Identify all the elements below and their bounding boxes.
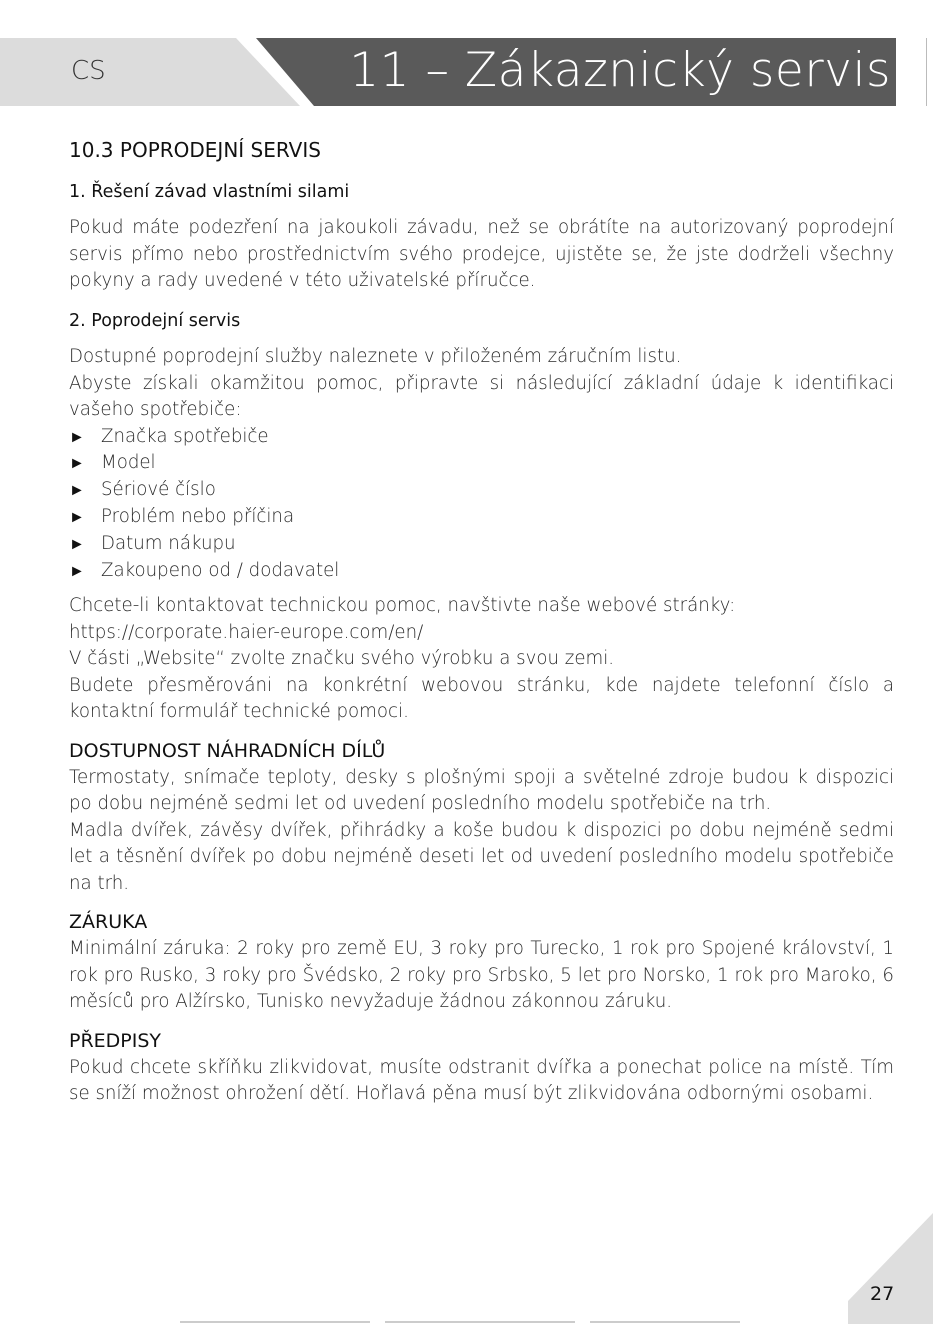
footer-rule [180,1321,740,1323]
triangle-right-icon: ► [69,560,85,580]
identification-list [69,424,894,585]
language-code: CS [71,56,106,86]
header-divider [926,38,927,106]
regulations-text: Pokud chcete skříňku zlikvidovat, musíte odstranit dvířka a ponechat police na místě. Tím se sníží možnost ohrožení dětí. Hořlavá pěna musí být zlikvidována odbornými osobami. [69,1056,894,1105]
triangle-right-icon: ► [69,507,85,527]
page-corner-decoration [848,1213,933,1324]
support-url-link[interactable]: https://corporate.haier-europe.com/en/ [69,621,424,643]
list-item: ► Značka spotřebiče [69,424,894,451]
after-sales-line-2: Abyste získali okamžitou pomoc, připravte si následující základní údaje k identifikaci vašeho spotřebiče: [69,372,894,420]
self-repair-heading: 1. Řešení závad vlastními silami [69,181,350,202]
triangle-right-icon: ► [69,480,85,500]
after-sales-line-1: Dostupné poprodejní služby naleznete v přiloženém záručním listu. [69,346,682,367]
website-instruction: V části „Website“ zvolte značku svého výrobku a svou zemi. [69,648,615,670]
spare-parts-heading: DOSTUPNOST NÁHRADNÍCH DÍLŮ [69,739,386,762]
list-item: ► Model [69,450,894,477]
triangle-right-icon: ► [69,426,85,446]
page-number: 27 [870,1283,895,1305]
list-item: ► Datum nákupu [69,531,894,558]
list-item: ► Sériové číslo [69,477,894,504]
language-tab [0,38,300,106]
triangle-right-icon: ► [69,453,85,473]
spare-parts-text-2: Madla dvířek, závěsy dvířek, přihrádky a koše budou k dispozici po dobu nejméně sedmi let a těsnění dvířek po dobu nejméně deseti let od uvedení posledního modelu spotřebiče na trh. [69,819,894,894]
chapter-title: 11 – Zákaznický servis [349,43,891,98]
spare-parts-text-1: Termostaty, snímače teploty, desky s plošnými spoji a světelné zdroje budou k dispozici po dobu nejméně sedmi let od uvedení posledního modelu spotřebiče na trh. [69,766,894,815]
contact-text: Chcete-li kontaktovat technickou pomoc, navštivte naše webové stránky: [69,595,736,617]
after-sales-heading: 2. Poprodejní servis [69,310,241,331]
warranty-heading: ZÁRUKA [69,911,148,934]
redirect-text: Budete přesměrováni na konkrétní webovou stránku, kde najdete telefonní číslo a kontaktní formulář technické pomoci. [69,674,894,723]
section-title: 10.3 POPRODEJNÍ SERVIS [69,138,321,162]
regulations-heading: PŘEDPISY [69,1029,162,1052]
self-repair-text: Pokud máte podezření na jakoukoli závadu, než se obrátíte na autorizovaný poprodejní servis přímo nebo prostřednictvím svého prodejce, ujistěte se, že jste dodrželi všechny pokyny a rady uvedené v této uživatelské příručce. [69,217,894,291]
triangle-right-icon: ► [69,533,85,553]
list-item: ► Zakoupeno od / dodavatel [69,557,894,584]
list-item: ► Problém nebo příčina [69,504,894,531]
page-content [69,137,894,1108]
warranty-text: Minimální záruka: 2 roky pro země EU, 3 roky pro Turecko, 1 rok pro Spojené království, 1 rok pro Rusko, 3 roky pro Švédsko, 2 roky pro Srbsko, 5 let pro Norsko, 1 rok pro Maroko, 6 měsíců pro Alžírsko, Tunisko nevyžaduje žádnou zákonnou záruku. [69,938,894,1013]
